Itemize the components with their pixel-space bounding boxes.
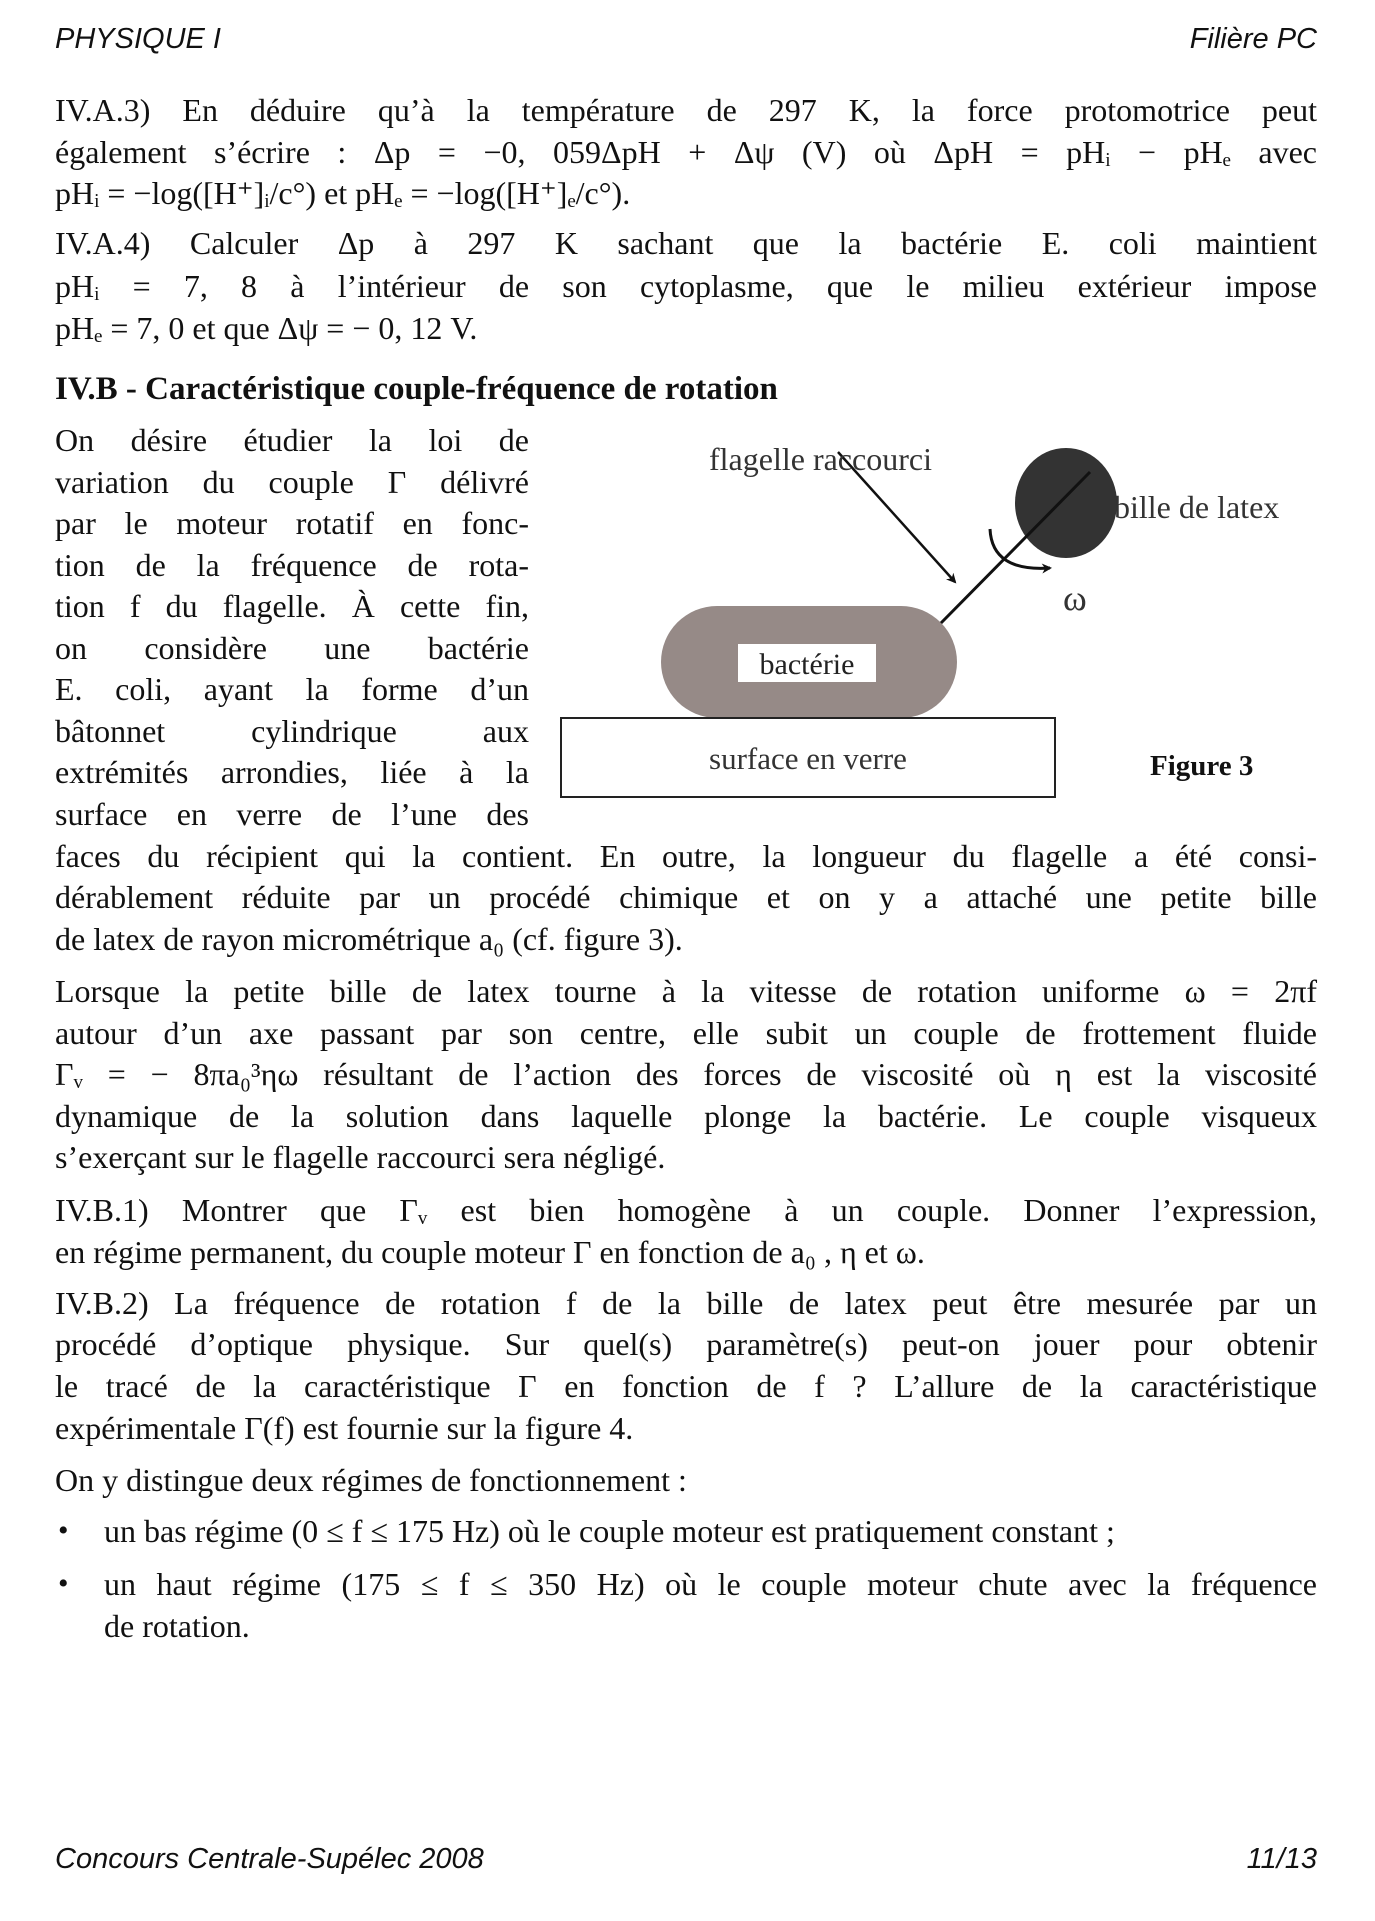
friction-paragraph-line: Lorsque la petite bille de latex tourne à la vitesse de rotation uniforme ω = 2πf [55,973,1317,1009]
footer-page-number: 11/13 [1246,1843,1317,1875]
intro-line: on considère une bactérie [55,630,529,666]
question-iv-b-2-line: procédé d’optique physique. Sur quel(s) paramètre(s) peut-on jouer pour obtenir [55,1326,1317,1362]
friction-paragraph-line: Γᵥ = − 8πa₀³ηω résultant de l’action des forces de viscosité où η est la viscosité [55,1056,1317,1092]
question-iv-a-3-line: pHᵢ = −log([H⁺]ᵢ/c°) et pHₑ = −log([H⁺]ₑ/c°). [55,175,631,211]
regimes-intro: On y distingue deux régimes de fonctionnement : [55,1462,687,1498]
question-iv-a-4-line: pHₑ = 7, 0 et que Δψ = − 0, 12 V. [55,310,478,346]
bullet-marker: • [58,1567,69,1600]
bead-label: bille de latex [1114,489,1280,525]
question-iv-b-2-line: expérimentale Γ(f) est fournie sur la figure 4. [55,1410,634,1446]
question-iv-a-4-line: pHᵢ = 7, 8 à l’intérieur de son cytoplasme, que le milieu extérieur impose [55,268,1317,304]
intro-line: extrémités arrondies, liée à la [55,754,529,790]
friction-paragraph-line: autour d’un axe passant par son centre, elle subit un couple de frottement fluide [55,1015,1317,1051]
bullet-item-line: un haut régime (175 ≤ f ≤ 350 Hz) où le couple moteur chute avec la fréquence [104,1566,1317,1602]
intro-line: surface en verre de l’une des [55,796,529,832]
header-track: Filière PC [1189,23,1317,55]
intro-line: E. coli, ayant la forme d’un [55,671,529,707]
question-iv-b-2-line: le tracé de la caractéristique Γ en fonction de f ? L’allure de la caractéristique [55,1368,1317,1404]
question-iv-b-1-line: en régime permanent, du couple moteur Γ en fonction de a₀ , η et ω. [55,1234,925,1270]
bacterium-label: bactérie [759,648,855,681]
bullet-item-line: un bas régime (0 ≤ f ≤ 175 Hz) où le couple moteur est pratiquement constant ; [104,1513,1115,1549]
intro-line: dérablement réduite par un procédé chimique et on y a attaché une petite bille [55,879,1317,915]
figure-caption: Figure 3 [1150,750,1254,782]
friction-paragraph-line: s’exerçant sur le flagelle raccourci sera négligé. [55,1139,666,1175]
intro-line: On désire étudier la loi de [55,422,529,458]
question-iv-a-3-line: IV.A.3) En déduire qu’à la température de 297 K, la force protomotrice peut [55,92,1317,128]
friction-paragraph-line: dynamique de la solution dans laquelle plonge la bactérie. Le couple visqueux [55,1098,1317,1134]
intro-line: variation du couple Γ délivré [55,464,529,500]
omega-label: ω [1063,578,1087,618]
flagellum-label: flagelle raccourci [709,441,932,477]
latex-bead [1015,448,1117,558]
section-heading: IV.B - Caractéristique couple-fréquence de rotation [55,371,778,407]
intro-line: par le moteur rotatif en fonc- [55,505,529,541]
intro-line: tion de la fréquence de rota- [55,547,529,583]
intro-line: bâtonnet cylindrique aux [55,713,529,749]
footer-contest: Concours Centrale-Supélec 2008 [55,1843,484,1875]
question-iv-a-4-line: IV.A.4) Calculer Δp à 297 K sachant que la bactérie E. coli maintient [55,225,1317,261]
question-iv-a-3-line: également s’écrire : Δp = −0, 059ΔpH + Δψ (V) où ΔpH = pHᵢ − pHₑ avec [55,134,1317,170]
bullet-item-line: de rotation. [104,1608,250,1644]
question-iv-b-1-line: IV.B.1) Montrer que Γᵥ est bien homogène à un couple. Donner l’expression, [55,1192,1317,1228]
bullet-marker: • [58,1514,69,1547]
intro-line: tion f du flagelle. À cette fin, [55,588,529,624]
intro-line: faces du récipient qui la contient. En outre, la longueur du flagelle a été consi- [55,838,1317,874]
intro-line: de latex de rayon micrométrique a₀ (cf. figure 3). [55,921,683,957]
question-iv-b-2-line: IV.B.2) La fréquence de rotation f de la bille de latex peut être mesurée par un [55,1285,1317,1321]
header-subject: PHYSIQUE I [55,23,221,55]
surface-label: surface en verre [709,741,907,776]
